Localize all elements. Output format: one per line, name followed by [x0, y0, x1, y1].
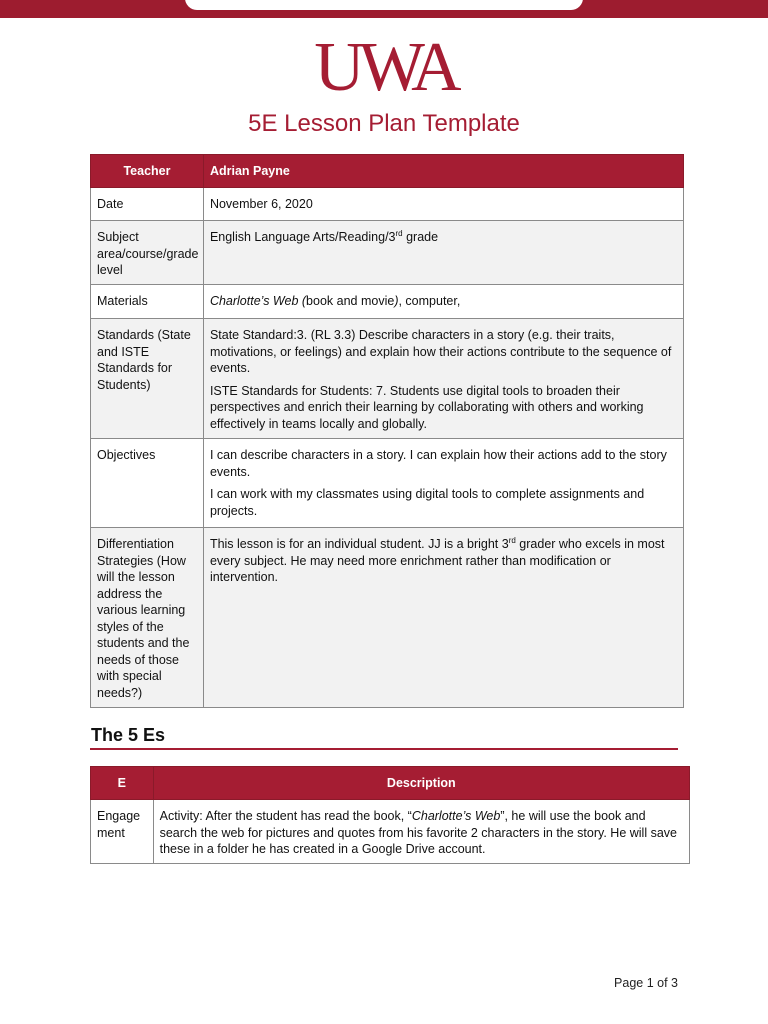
section-divider — [90, 748, 678, 750]
table-row — [91, 800, 690, 864]
materials-text-end: , computer, — [398, 294, 461, 308]
standards-label: Standards (State and ISTE Standards for Students) — [91, 319, 204, 439]
iste-standard-text: ISTE Standards for Students: 7. Students use digital tools to broaden their perspectives and enrich their learning by collaborating with others and working effectively in teams locally and globally. — [209, 383, 644, 431]
five-es-table — [90, 766, 690, 864]
standards-value — [203, 319, 683, 439]
date-label: Date — [91, 188, 204, 221]
five-es-heading: The 5 Es — [91, 725, 166, 745]
objectives-value — [203, 439, 683, 528]
differentiation-row — [91, 528, 684, 708]
objectives-label: Objectives — [91, 439, 204, 528]
engagement-book-title: Charlotte’s Web — [411, 809, 501, 823]
five-es-header-row — [91, 767, 690, 800]
materials-row — [91, 285, 684, 319]
uwa-logo-icon — [309, 32, 461, 94]
objective-text-2: I can work with my classmates using digital tools to complete assignments and projects. — [209, 487, 645, 518]
standards-row — [91, 319, 684, 439]
subject-text-end: grade — [402, 230, 439, 244]
differentiation-sup: rd — [508, 535, 516, 545]
lesson-plan-table — [90, 154, 684, 708]
engagement-text-end: ”, he will use the book and search the web for pictures and quotes from his favorite 2 characters in the story. He will save these in a folder he has created in a Google Drive account. — [159, 809, 677, 856]
date-value: November 6, 2020 — [203, 188, 683, 221]
objectives-row — [91, 439, 684, 528]
differentiation-text-end: grader who excels in most every subject. He may need more enrichment rather than modification or intervention. — [209, 537, 665, 584]
differentiation-value — [203, 528, 683, 708]
engagement-description — [153, 800, 689, 864]
materials-text: book and movie — [306, 294, 395, 308]
top-banner — [0, 0, 768, 18]
table-header-row — [91, 155, 684, 188]
subject-row — [91, 221, 684, 285]
page-number: Page 1 of 3 — [614, 976, 678, 990]
differentiation-text: This lesson is for an individual student. JJ is a bright 3 — [209, 537, 509, 551]
logo-text: UWA — [314, 32, 456, 94]
objective-text-1: I can describe characters in a story. I can explain how their actions add to the story events. — [209, 448, 667, 479]
col-e-header: E — [91, 767, 154, 800]
date-row — [91, 188, 684, 221]
top-banner-notch — [185, 0, 583, 10]
page-title: 5E Lesson Plan Template — [248, 110, 520, 137]
materials-paren: ) — [394, 294, 399, 308]
engagement-text: Activity: After the student has read the book, “ — [159, 809, 412, 823]
teacher-value: Adrian Payne — [203, 155, 683, 188]
subject-sup: rd — [395, 228, 403, 238]
col-description-header: Description — [153, 767, 689, 800]
subject-label: Subject area/course/grade level — [91, 221, 204, 285]
engagement-label: Engagement — [91, 800, 154, 864]
materials-label: Materials — [91, 285, 204, 319]
state-standard-text: State Standard:3. (RL 3.3) Describe characters in a story (e.g. their traits, motivations, or feelings) and explain how their actions contribute to the sequence of events. — [209, 328, 672, 375]
teacher-label: Teacher — [91, 155, 204, 188]
subject-text: English Language Arts/Reading/3 — [209, 230, 396, 244]
materials-value — [203, 285, 683, 319]
subject-value — [203, 221, 683, 285]
differentiation-label: Differentiation Strategies (How will the lesson address the various learning styles of the students and the needs of those with special needs?) — [91, 528, 204, 708]
materials-book-title: Charlotte’s Web ( — [209, 294, 307, 308]
